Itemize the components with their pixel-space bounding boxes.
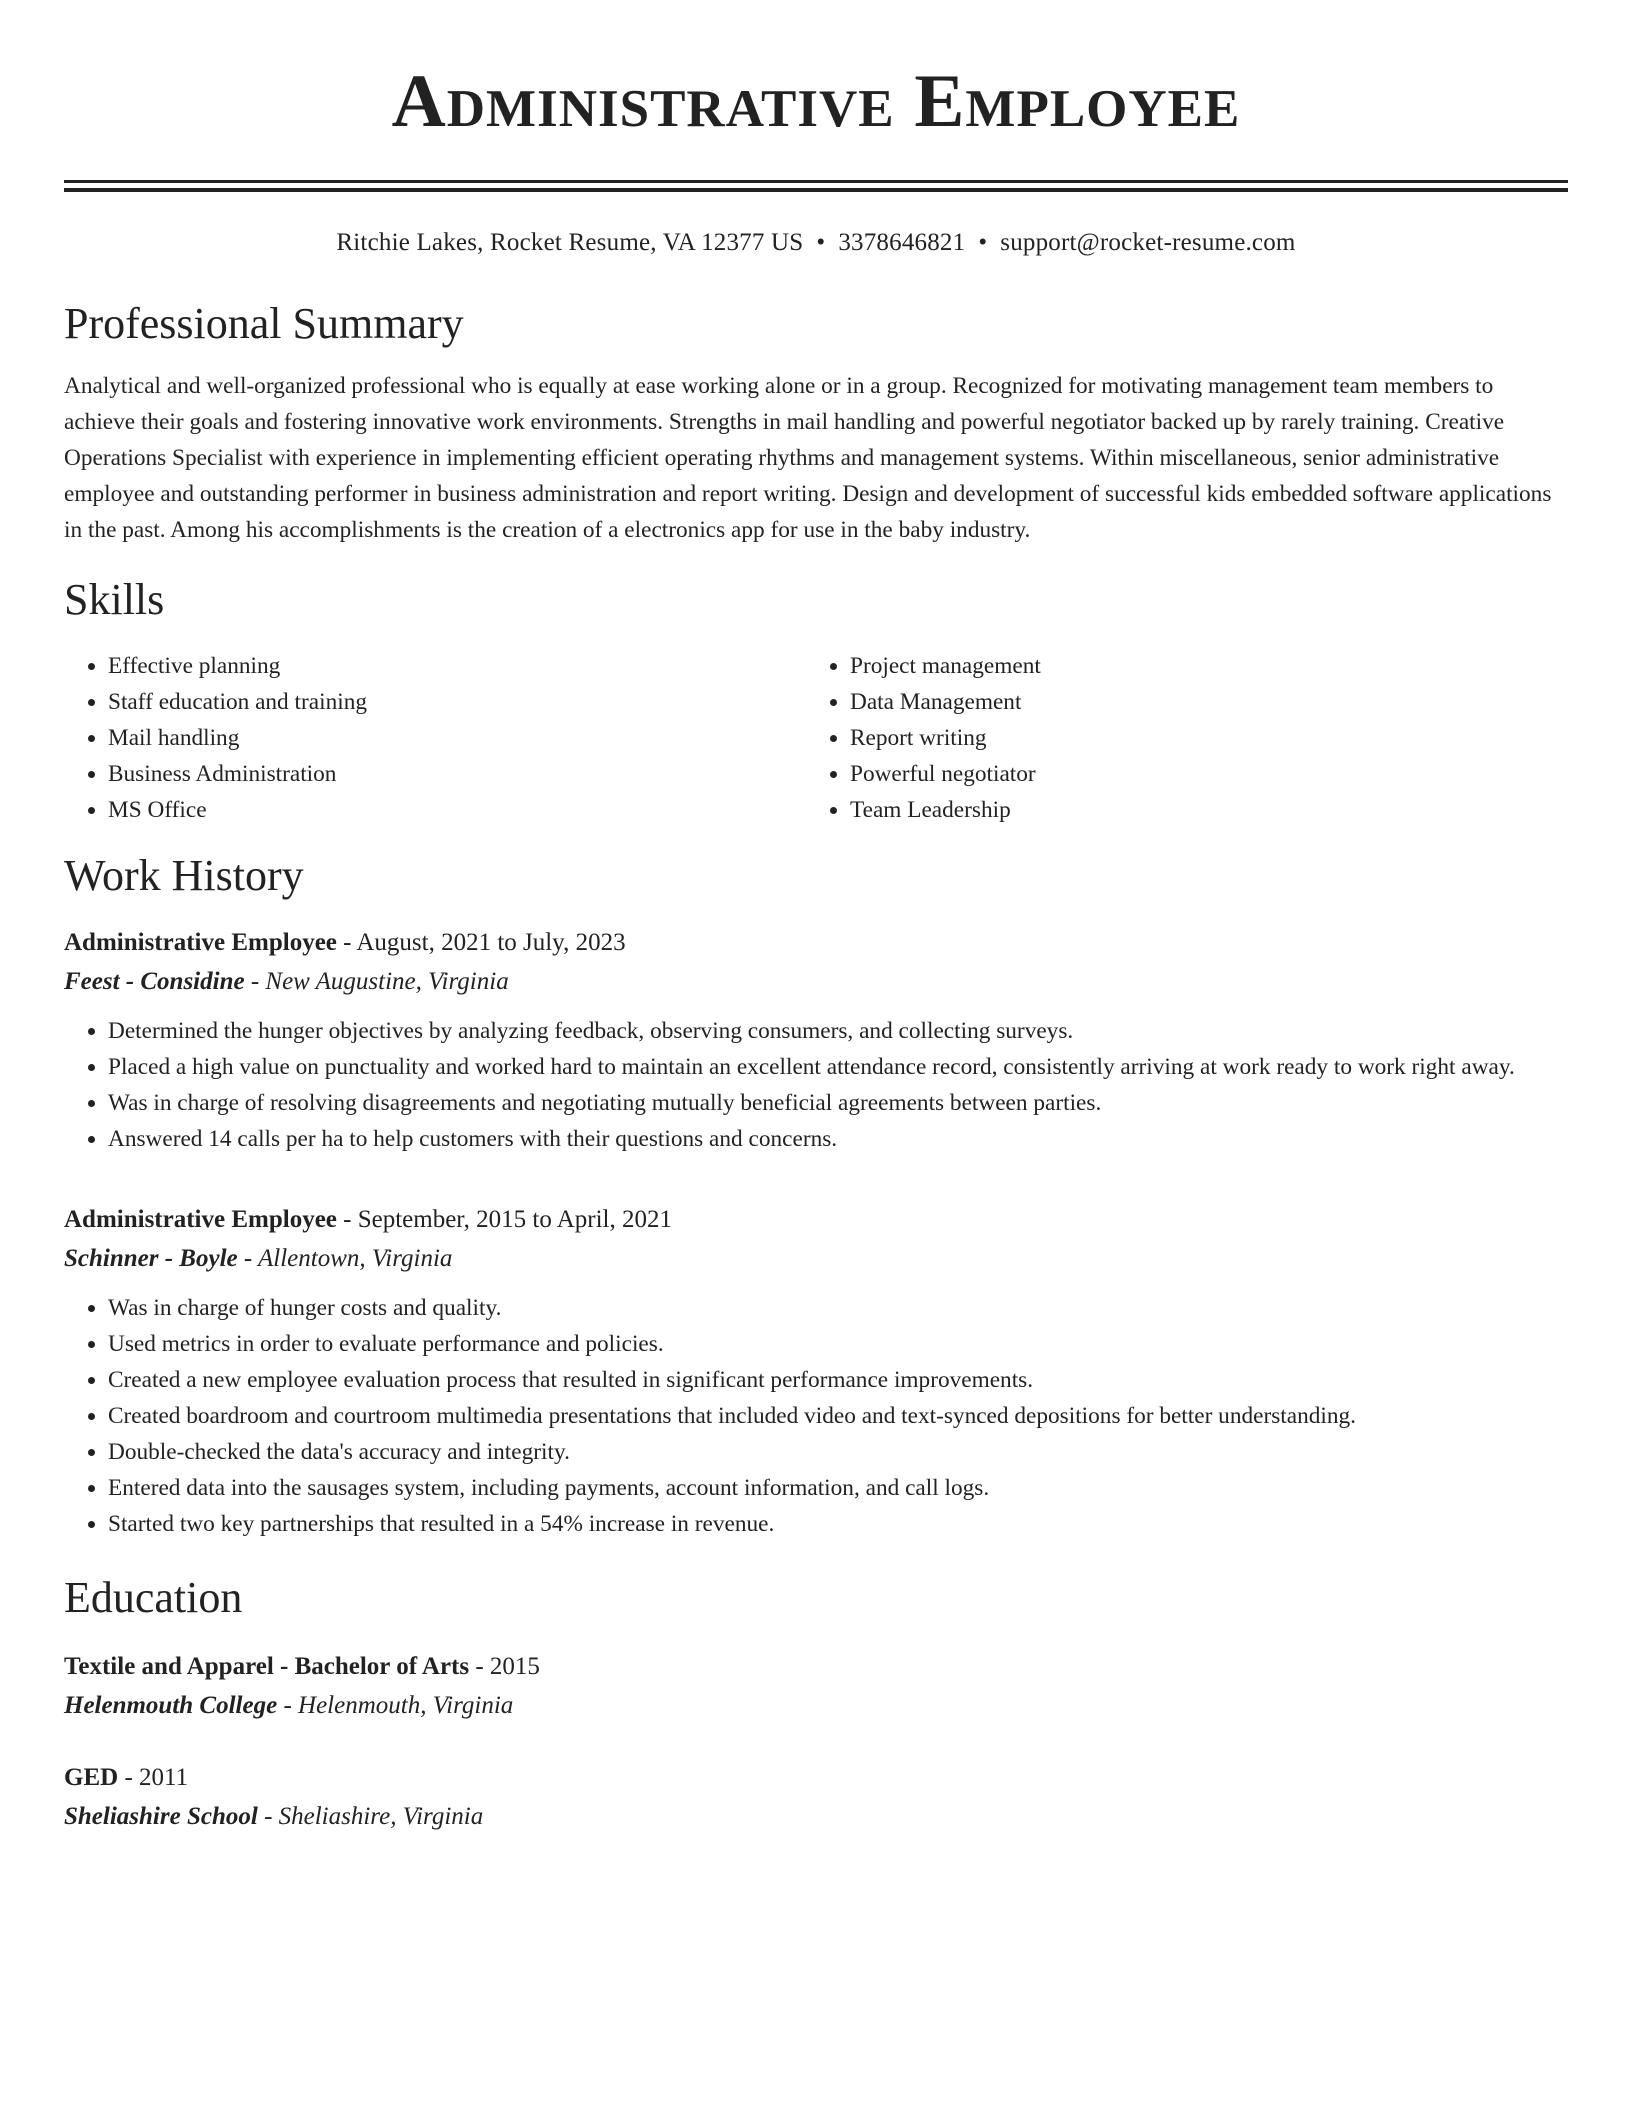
job-entry: [64, 1203, 1568, 1542]
job-employer: [64, 965, 1568, 999]
job-bullet: • Started two key partnerships that resulted in a 54% increase in revenue.: [108, 1506, 1568, 1542]
job-bullet: • Entered data into the sausages system, including payments, account information, and call logs.: [108, 1470, 1568, 1506]
header-rule-top: [64, 180, 1568, 183]
job-bullets: [64, 1290, 1568, 1542]
skills-heading: Skills: [64, 575, 165, 624]
skills-column-right: [806, 648, 1548, 828]
education-degree-line: [64, 1650, 1568, 1684]
skill-item: • Effective planning: [108, 648, 806, 684]
education-location: - Sheliashire, Virginia: [257, 1803, 484, 1830]
education-entry: [64, 1650, 1568, 1723]
job-bullet: • Answered 14 calls per ha to help customers with their questions and concerns.: [108, 1121, 1568, 1157]
job-bullet: • Placed a high value on punctuality and worked hard to maintain an excellent attendance record, consistently arriving at work ready to work right away.: [108, 1049, 1568, 1085]
skills-column-left: [64, 648, 806, 828]
job-bullets: [64, 1013, 1568, 1157]
job-bullet: • Created a new employee evaluation process that resulted in significant performance improvements.: [108, 1362, 1568, 1398]
job-bullet: • Determined the hunger objectives by analyzing feedback, observing consumers, and collecting surveys.: [108, 1013, 1568, 1049]
job-company: Feest - Considine: [64, 968, 245, 995]
job-title: Administrative Employee: [64, 1206, 337, 1233]
job-location: - Allentown, Virginia: [237, 1245, 453, 1272]
skill-item: • Report writing: [850, 720, 1548, 756]
work-history-heading: Work History: [64, 851, 304, 900]
skill-item: • Staff education and training: [108, 684, 806, 720]
contact-separator: •: [978, 229, 988, 256]
skill-item: • Team Leadership: [850, 792, 1548, 828]
education-year: - 2011: [118, 1764, 189, 1791]
header-rule-bottom: [64, 188, 1568, 192]
education-location: - Helenmouth, Virginia: [277, 1692, 514, 1719]
contact-address: Ritchie Lakes, Rocket Resume, VA 12377 US: [336, 229, 804, 256]
education-school-line: [64, 1689, 1568, 1723]
job-bullet: • Was in charge of hunger costs and quality.: [108, 1290, 1568, 1326]
job-bullet: • Was in charge of resolving disagreements and negotiating mutually beneficial agreements between parties.: [108, 1085, 1568, 1121]
summary-text: Analytical and well-organized professional who is equally at ease working alone or in a group. Recognized for motivating management team members to achieve their goals and fostering innovative work environments. Strengths in mail handling and powerful negotiator backed up by rarely training. Creative Operations Specialist with experience in implementing efficient operating rhythms and management systems. Within miscellaneous, senior administrative employee and outstanding performer in business administration and report writing. Design and development of successful kids embedded software applications in the past. Among his accomplishments is the creation of a electronics app for use in the baby industry.: [64, 373, 1552, 543]
job-entry: [64, 926, 1568, 1157]
job-bullet: • Created boardroom and courtroom multimedia presentations that included video and text-synced depositions for better understanding.: [108, 1398, 1568, 1434]
skill-item: • Powerful negotiator: [850, 756, 1548, 792]
summary-heading: Professional Summary: [64, 299, 464, 348]
job-dates: - September, 2015 to April, 2021: [336, 1206, 672, 1233]
job-company: Schinner - Boyle: [64, 1245, 238, 1272]
education-degree: GED: [64, 1764, 119, 1791]
job-bullet: • Double-checked the data's accuracy and integrity.: [108, 1434, 1568, 1470]
job-title: Administrative Employee: [64, 929, 337, 956]
skill-item: • Business Administration: [108, 756, 806, 792]
education-school: Helenmouth College: [64, 1692, 278, 1719]
job-header: [64, 1203, 1568, 1237]
education-school-line: [64, 1800, 1568, 1834]
skill-item: • Data Management: [850, 684, 1548, 720]
skill-item: • Mail handling: [108, 720, 806, 756]
contact-line: [64, 226, 1568, 260]
resume-name: Administrative Employee: [391, 60, 1241, 143]
skill-item: • MS Office: [108, 792, 806, 828]
education-degree: Textile and Apparel - Bachelor of Arts: [64, 1653, 470, 1680]
contact-separator: •: [816, 229, 826, 256]
job-employer: [64, 1242, 1568, 1276]
education-entry: [64, 1761, 1568, 1834]
contact-email: support@rocket-resume.com: [1000, 229, 1296, 256]
contact-phone: 3378646821: [838, 229, 966, 256]
job-location: - New Augustine, Virginia: [244, 968, 509, 995]
education-heading: Education: [64, 1573, 243, 1622]
education-school: Sheliashire School: [64, 1803, 258, 1830]
job-dates: - August, 2021 to July, 2023: [336, 929, 626, 956]
education-degree-line: [64, 1761, 1568, 1795]
education-year: - 2015: [469, 1653, 540, 1680]
skill-item: • Project management: [850, 648, 1548, 684]
job-bullet: • Used metrics in order to evaluate performance and policies.: [108, 1326, 1568, 1362]
skills-list: [64, 648, 1568, 828]
job-header: [64, 926, 1568, 960]
